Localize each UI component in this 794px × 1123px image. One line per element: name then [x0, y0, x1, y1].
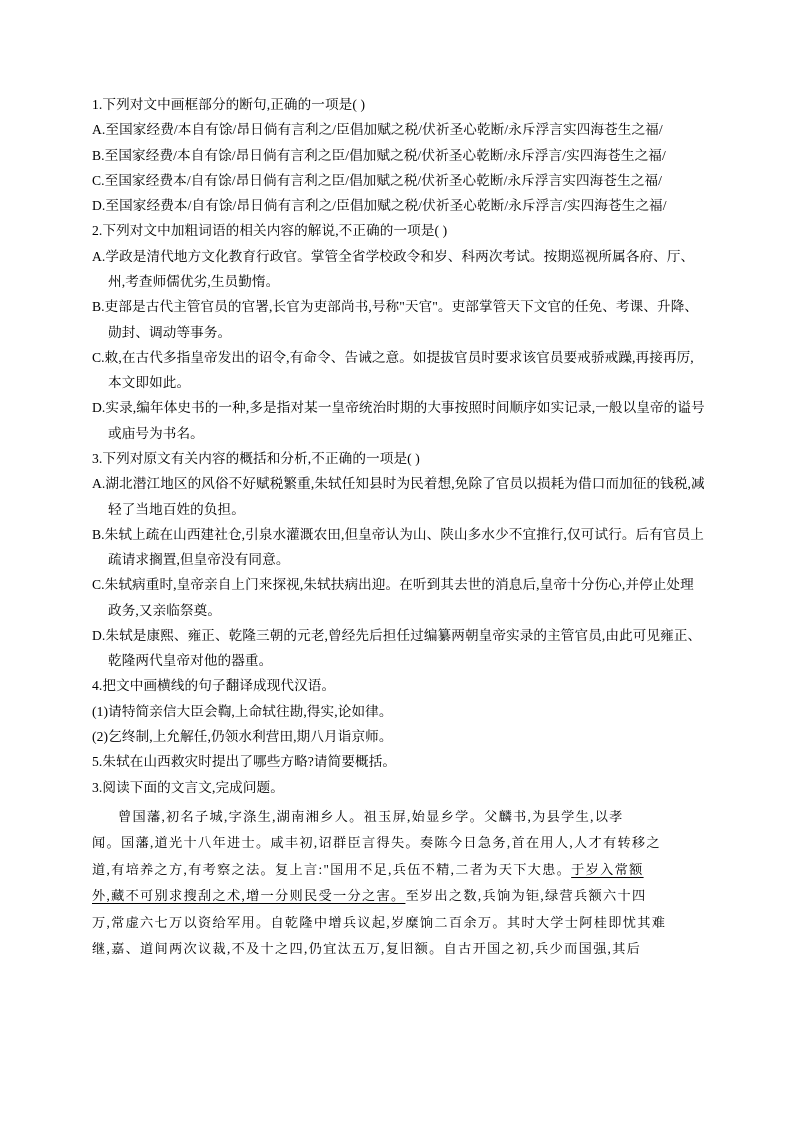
question-3-option-d[interactable]: D.朱轼是康熙、雍正、乾隆三朝的元老,曾经先后担任过编纂两朝皇帝实录的主管官员,由此可见雍正、乾隆两代皇帝对他的器重。	[92, 627, 702, 669]
question-2-option-d[interactable]: D.实录,编年体史书的一种,多是指对某一皇帝统治时期的大事按照时间顺序如实记录,一般以皇帝的谥号或庙号为书名。	[92, 400, 705, 441]
question-3-option-a[interactable]: A.湖北潜江地区的风俗不好赋税繁重,朱轼任知县时为民着想,免除了官员以损耗为借口而加征的钱税,减轻了当地百姓的负担。	[92, 476, 705, 517]
question-2-option-c[interactable]: C.敕,在古代多指皇帝发出的诏令,有命令、告诫之意。如提拔官员时要求该官员要戒骄戒躁,再接再厉,本文即如此。	[92, 349, 694, 391]
passage-text: 至岁出之数,兵饷为钜,绿营兵额六十四	[405, 888, 647, 904]
passage-line-1	[92, 804, 706, 830]
question-6-stem: 3.阅读下面的文言文,完成问题。	[92, 779, 284, 795]
question-4-item-1: (1)请特简亲信大臣会鞫,上命轼往勘,得实,论如律。	[92, 703, 393, 719]
question-2-stem: 2.下列对文中加粗词语的相关内容的解说,不正确的一项是( )	[92, 223, 448, 239]
passage-text: 道,有培养之方,有考察之法。复上言:"国用不足,兵伍不精,二者为天下大患。	[92, 861, 572, 877]
classical-chinese-passage	[92, 804, 706, 962]
passage-underlined-text: 于岁入常额	[571, 861, 644, 877]
question-3-option-c[interactable]: C.朱轼病重时,皇帝亲自上门来探视,朱轼扶病出迎。在听到其去世的消息后,皇帝十分伤心,并停止处理政务,又亲临祭奠。	[92, 577, 694, 618]
question-2-option-b[interactable]: B.吏部是古代主管官员的官署,长官为吏部尚书,号称"天官"。吏部掌管天下文官的任免、考课、升降、勋封、调动等事务。	[92, 299, 699, 340]
question-1-option-b[interactable]: B.至国家经费/本自有馀/昂日倘有言利之臣/倡加赋之税/伏祈圣心乾断/永斥浮言/实四海苍生之福/	[92, 147, 666, 163]
passage-line-6	[92, 936, 706, 962]
question-1-option-c[interactable]: C.至国家经费本/自有馀/昂日倘有言利之臣/倡加赋之税/伏祈圣心乾断/永斥浮言实四海苍生之福/	[92, 172, 662, 188]
passage-line-2	[92, 830, 706, 856]
passage-line-3	[92, 857, 706, 883]
question-1-stem: 1.下列对文中画框部分的断句,正确的一项是( )	[92, 97, 366, 112]
passage-text: 闻。国藩,道光十八年进士。咸丰初,诏群臣言得失。奏陈今日急务,首在用人,人才有转移之	[92, 835, 661, 851]
question-5-stem: 5.朱轼在山西救灾时提出了哪些方略?请简要概括。	[92, 754, 397, 770]
passage-line-4	[92, 883, 706, 909]
passage-text: 曾国藩,初名子城,字涤生,湖南湘乡人。祖玉屏,始显乡学。父麟书,为县学生,以孝	[118, 808, 624, 824]
question-2-option-a[interactable]: A.学政是清代地方文化教育行政官。掌管全省学校政令和岁、科两次考试。按期巡视所属各府、厅、州,考查师儒优劣,生员勤惰。	[92, 248, 695, 289]
question-4-stem: 4.把文中画横线的句子翻译成现代汉语。	[92, 678, 336, 694]
passage-underlined-text: 外,藏不可别求搜刮之术,增一分则民受一分之害。	[92, 888, 406, 904]
passage-text: 万,常虚六七万以资给军用。自乾隆中增兵议起,岁糜饷二百余万。其时大学士阿桂即忧其难	[92, 914, 667, 930]
question-1-option-d[interactable]: D.至国家经费本/自有馀/昂日倘有言利之/臣倡加赋之税/伏祈圣心乾断/永斥浮言/实四海苍生之福/	[92, 198, 667, 214]
passage-line-5	[92, 910, 706, 936]
question-3-option-b[interactable]: B.朱轼上疏在山西建社仓,引泉水灌溉农田,但皇帝认为山、陕山多水少不宜推行,仅可试行。后有官员上疏请求搁置,但皇帝没有同意。	[92, 526, 704, 568]
question-3-stem: 3.下列对原文有关内容的概括和分析,不正确的一项是( )	[92, 450, 420, 466]
question-1-option-a[interactable]: A.至国家经费/本自有馀/昂日倘有言利之/臣倡加赋之税/伏祈圣心乾断/永斥浮言实四海苍生之福/	[92, 122, 663, 138]
passage-text: 继,嘉、道间两次议裁,不及十之四,仍宜汰五万,复旧额。自古开国之初,兵少而国强,其后	[92, 940, 642, 956]
question-4-item-2: (2)乞终制,上允解任,仍领水利营田,期八月诣京师。	[92, 729, 393, 745]
questions-block	[92, 92, 706, 800]
